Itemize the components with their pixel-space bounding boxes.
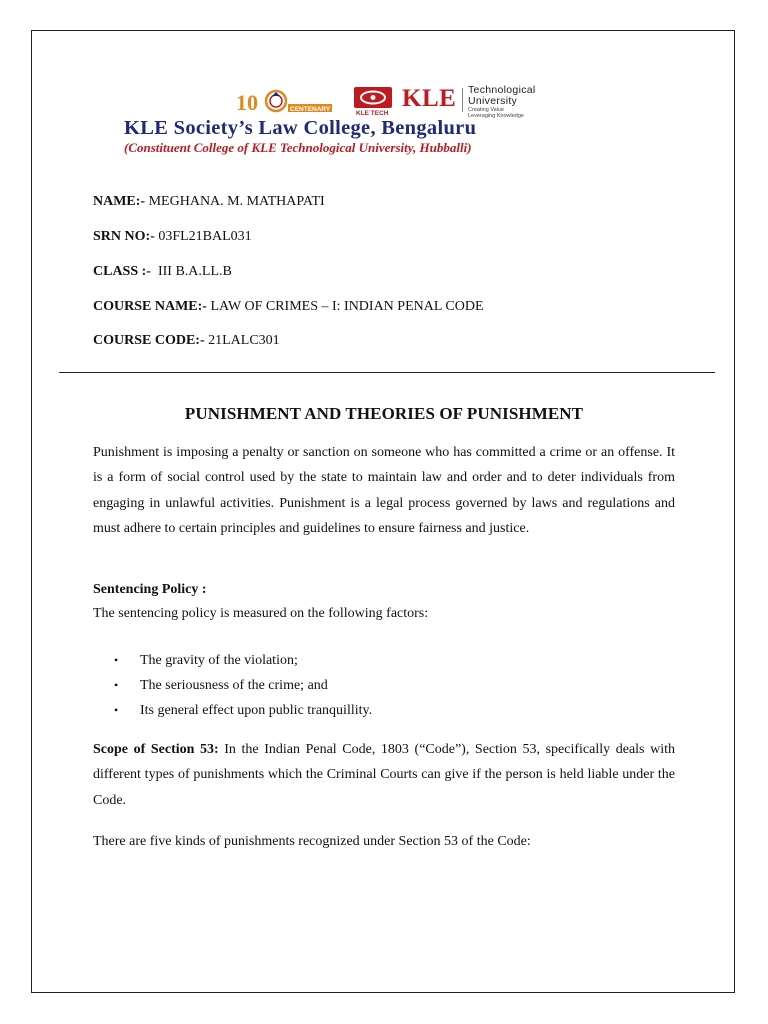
kle-wordmark: KLE: [402, 85, 457, 112]
kletech-logo-icon: [348, 86, 398, 116]
list-item-text: Its general effect upon public tranquillity.: [140, 703, 373, 718]
intro-paragraph: Punishment is imposing a penalty or sanction on someone who has committed a crime or an offense. It is a form of social control used by the state to maintain law and order and to deter individuals from engaging in unlawful activities. Punishment is a legal process governed by laws and regulations and must adhere to certain principles and guidelines to ensure fairness and justice.: [93, 445, 675, 536]
course-name-label: COURSE NAME:-: [93, 299, 207, 314]
section-divider: [59, 372, 715, 373]
svg-text:10: 10: [236, 90, 258, 115]
class-label: CLASS :-: [93, 264, 151, 279]
university-name: [468, 85, 578, 119]
kinds-of-punishment-text: There are five kinds of punishments recognized under Section 53 of the Code:: [93, 834, 531, 849]
scope-paragraph: [93, 737, 675, 813]
logo-strip: [110, 84, 670, 118]
course-code-value: 21LALC301: [204, 333, 280, 348]
svg-text:KLE TECH: KLE TECH: [356, 110, 389, 116]
student-name-label: NAME:-: [93, 194, 146, 209]
college-subtitle: (Constituent College of KLE Technological University, Hubballi): [124, 140, 472, 155]
list-item: [114, 673, 372, 698]
letterhead: [110, 84, 670, 156]
sentencing-policy-heading: Sentencing Policy :: [93, 582, 207, 597]
bullet-icon: •: [114, 653, 119, 667]
class-line: [93, 263, 232, 281]
logo-divider: [462, 88, 463, 112]
scope-label: Scope of Section 53:: [93, 742, 219, 757]
srn-value: 03FL21BAL031: [154, 229, 252, 244]
list-item: [114, 698, 372, 723]
svg-text:CENTENARY: CENTENARY: [290, 106, 331, 113]
course-name-line: [93, 298, 484, 316]
student-name-value: MEGHANA. M. MATHAPATI: [145, 194, 325, 209]
sentencing-policy-text: The sentencing policy is measured on the following factors:: [93, 606, 429, 621]
course-name-value: LAW OF CRIMES – I: INDIAN PENAL CODE: [206, 299, 484, 314]
university-tagline-2: Leveraging Knowledge: [468, 113, 524, 119]
srn-label: SRN NO:-: [93, 229, 155, 244]
list-item-text: The seriousness of the crime; and: [140, 678, 328, 693]
scope-text: In the Indian Penal Code, 1803 (“Code”), Section 53, specifically deals with different types of punishments which the Criminal Courts can give if the person is held liable under the Code.: [93, 742, 675, 808]
university-tagline-1: Creating Value: [468, 107, 504, 113]
university-line-2: University: [468, 95, 518, 107]
list-item-text: The gravity of the violation;: [140, 653, 298, 668]
centenary-logo-icon: [234, 86, 334, 116]
class-value: III B.A.LL.B: [150, 264, 232, 279]
list-item: [114, 648, 372, 673]
course-code-label: COURSE CODE:-: [93, 333, 205, 348]
college-name: KLE Society’s Law College, Bengaluru: [124, 117, 477, 139]
course-code-line: [93, 332, 280, 350]
bullet-icon: •: [114, 678, 119, 692]
university-line-1: Technological: [468, 84, 536, 96]
page-title: PUNISHMENT AND THEORIES OF PUNISHMENT: [184, 404, 584, 423]
srn-line: [93, 228, 252, 246]
student-name-line: [93, 193, 325, 211]
bullet-icon: •: [114, 703, 119, 717]
factor-list: [114, 648, 372, 723]
